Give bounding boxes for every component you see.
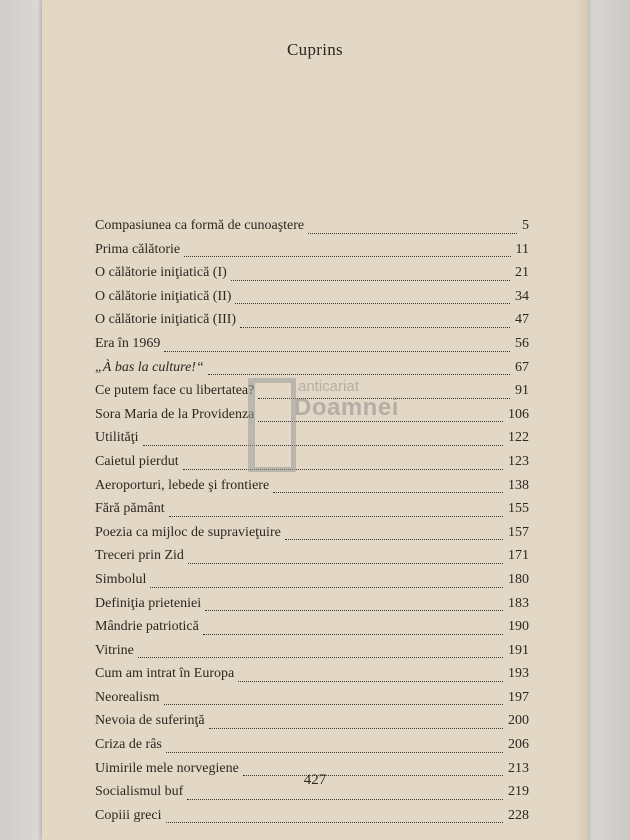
toc-entry-page: 123 xyxy=(508,453,529,469)
toc-entry xyxy=(95,643,529,667)
dot-leader xyxy=(188,563,503,564)
toc-entry-page: 190 xyxy=(508,619,529,635)
toc-entry xyxy=(95,289,529,313)
dot-leader xyxy=(184,256,510,257)
toc-entry-title: Prima călătorie xyxy=(95,241,181,257)
toc-entry-title: Compasiunea ca formă de cunoaştere xyxy=(95,218,305,233)
toc-entry xyxy=(95,242,529,266)
dot-leader xyxy=(166,822,504,823)
toc-entry-title: „À bas la culture!“ xyxy=(95,359,204,375)
dot-leader xyxy=(150,587,503,588)
toc-entry-title: Definiţia prieteniei xyxy=(95,595,202,611)
toc-entry-page: 206 xyxy=(508,737,529,753)
toc-entry-page: 155 xyxy=(508,501,529,517)
toc-entry-title: Copiii greci xyxy=(95,807,162,823)
dot-leader xyxy=(166,752,503,753)
toc-entry xyxy=(95,265,529,289)
dot-leader xyxy=(285,539,503,540)
toc-entry-title: Caietul pierdut xyxy=(95,453,179,469)
dot-leader xyxy=(187,799,503,800)
toc-entry xyxy=(95,478,529,502)
toc-entry xyxy=(95,572,529,596)
toc-entry-page: 47 xyxy=(515,312,529,328)
toc-entry-title: O călătorie iniţiatică (III) xyxy=(95,312,237,328)
toc-entry xyxy=(95,737,529,761)
toc-entry-title: Vitrine xyxy=(95,642,134,658)
toc-entry-page: 171 xyxy=(508,548,529,564)
dot-leader xyxy=(273,492,503,493)
toc-entry xyxy=(95,336,529,360)
toc-entry xyxy=(95,548,529,572)
dot-leader xyxy=(205,610,503,611)
toc-entry-title: Cum am intrat în Europa xyxy=(95,666,235,682)
watermark-line-2: Doamnei xyxy=(294,394,399,421)
dot-leader xyxy=(238,681,503,682)
toc-entry-page: 191 xyxy=(508,642,529,658)
toc-entry xyxy=(95,218,529,242)
toc-entry-page: 193 xyxy=(508,666,529,682)
toc-entry-title: Ce putem face cu libertatea? xyxy=(95,383,255,399)
dot-leader xyxy=(235,303,510,304)
toc-entry-page: 157 xyxy=(508,524,529,540)
toc-entry-title: Nevoia de suferinţă xyxy=(95,713,205,729)
toc-entry-title: Simbolul xyxy=(95,571,147,587)
toc-entry-page: 67 xyxy=(515,359,529,375)
toc-entry-page: 91 xyxy=(515,383,529,399)
toc-entry-title: Criza de râs xyxy=(95,737,162,753)
toc-entry xyxy=(95,690,529,714)
page-number: 427 xyxy=(303,772,327,788)
toc-entry xyxy=(95,808,529,832)
toc-entry-title: Mândrie patriotică xyxy=(95,619,199,635)
toc-entry-title: Sora Maria de la Providenza xyxy=(95,406,255,422)
toc-entry-title: Utilităţi xyxy=(95,430,139,446)
toc-entry xyxy=(95,713,529,737)
toc-entry xyxy=(95,619,529,643)
toc-entry-page: 219 xyxy=(508,784,529,800)
toc-entry xyxy=(95,596,529,620)
toc-entry-title: Era în 1969 xyxy=(95,335,161,351)
toc-entry-title: Treceri prin Zid xyxy=(95,548,184,564)
toc-entry xyxy=(95,312,529,336)
toc-entry-page: 56 xyxy=(515,335,529,351)
toc-entry-title: Uimirile mele norvegiene xyxy=(95,760,239,776)
watermark-logo xyxy=(248,372,399,468)
toc-entry-page: 183 xyxy=(508,595,529,611)
toc-entry-page: 122 xyxy=(508,430,529,446)
dot-leader xyxy=(164,351,510,352)
toc-entry-page: 228 xyxy=(508,807,529,823)
dot-leader xyxy=(183,469,503,470)
watermark-frame-icon xyxy=(248,378,296,472)
table-of-contents xyxy=(95,218,529,831)
toc-entry-page: 106 xyxy=(508,406,529,422)
toc-entry-title: Neorealism xyxy=(95,689,160,705)
toc-entry-page: 11 xyxy=(515,241,529,257)
toc-entry-page: 34 xyxy=(515,288,529,304)
toc-entry-title: Socialismul buf xyxy=(95,784,184,800)
dot-leader xyxy=(169,516,503,517)
toc-entry-title: O călătorie iniţiatică (II) xyxy=(95,288,232,304)
toc-entry-title: Fără pământ xyxy=(95,501,165,517)
page-edge-shadow xyxy=(574,0,588,840)
toc-entry-page: 5 xyxy=(522,218,529,233)
toc-entry-page: 138 xyxy=(508,477,529,493)
toc-entry-page: 21 xyxy=(515,265,529,281)
toc-entry xyxy=(95,666,529,690)
dot-leader xyxy=(164,704,503,705)
toc-entry-page: 180 xyxy=(508,571,529,587)
dot-leader xyxy=(231,280,510,281)
dot-leader xyxy=(308,233,517,234)
toc-entry-page: 197 xyxy=(508,689,529,705)
dot-leader xyxy=(203,634,503,635)
dot-leader xyxy=(209,728,503,729)
toc-entry xyxy=(95,501,529,525)
dot-leader xyxy=(138,657,503,658)
dot-leader xyxy=(240,327,510,328)
page-title: Cuprins xyxy=(287,40,343,59)
watermark-line-1: anticariat xyxy=(298,378,359,395)
toc-entry-title: O călătorie iniţiatică (I) xyxy=(95,265,227,281)
toc-entry-title: Poezia ca mijloc de supravieţuire xyxy=(95,524,281,540)
toc-entry xyxy=(95,525,529,549)
toc-entry-title: Aeroporturi, lebede şi frontiere xyxy=(95,477,270,493)
toc-entry-page: 213 xyxy=(508,760,529,776)
toc-entry-page: 200 xyxy=(508,713,529,729)
